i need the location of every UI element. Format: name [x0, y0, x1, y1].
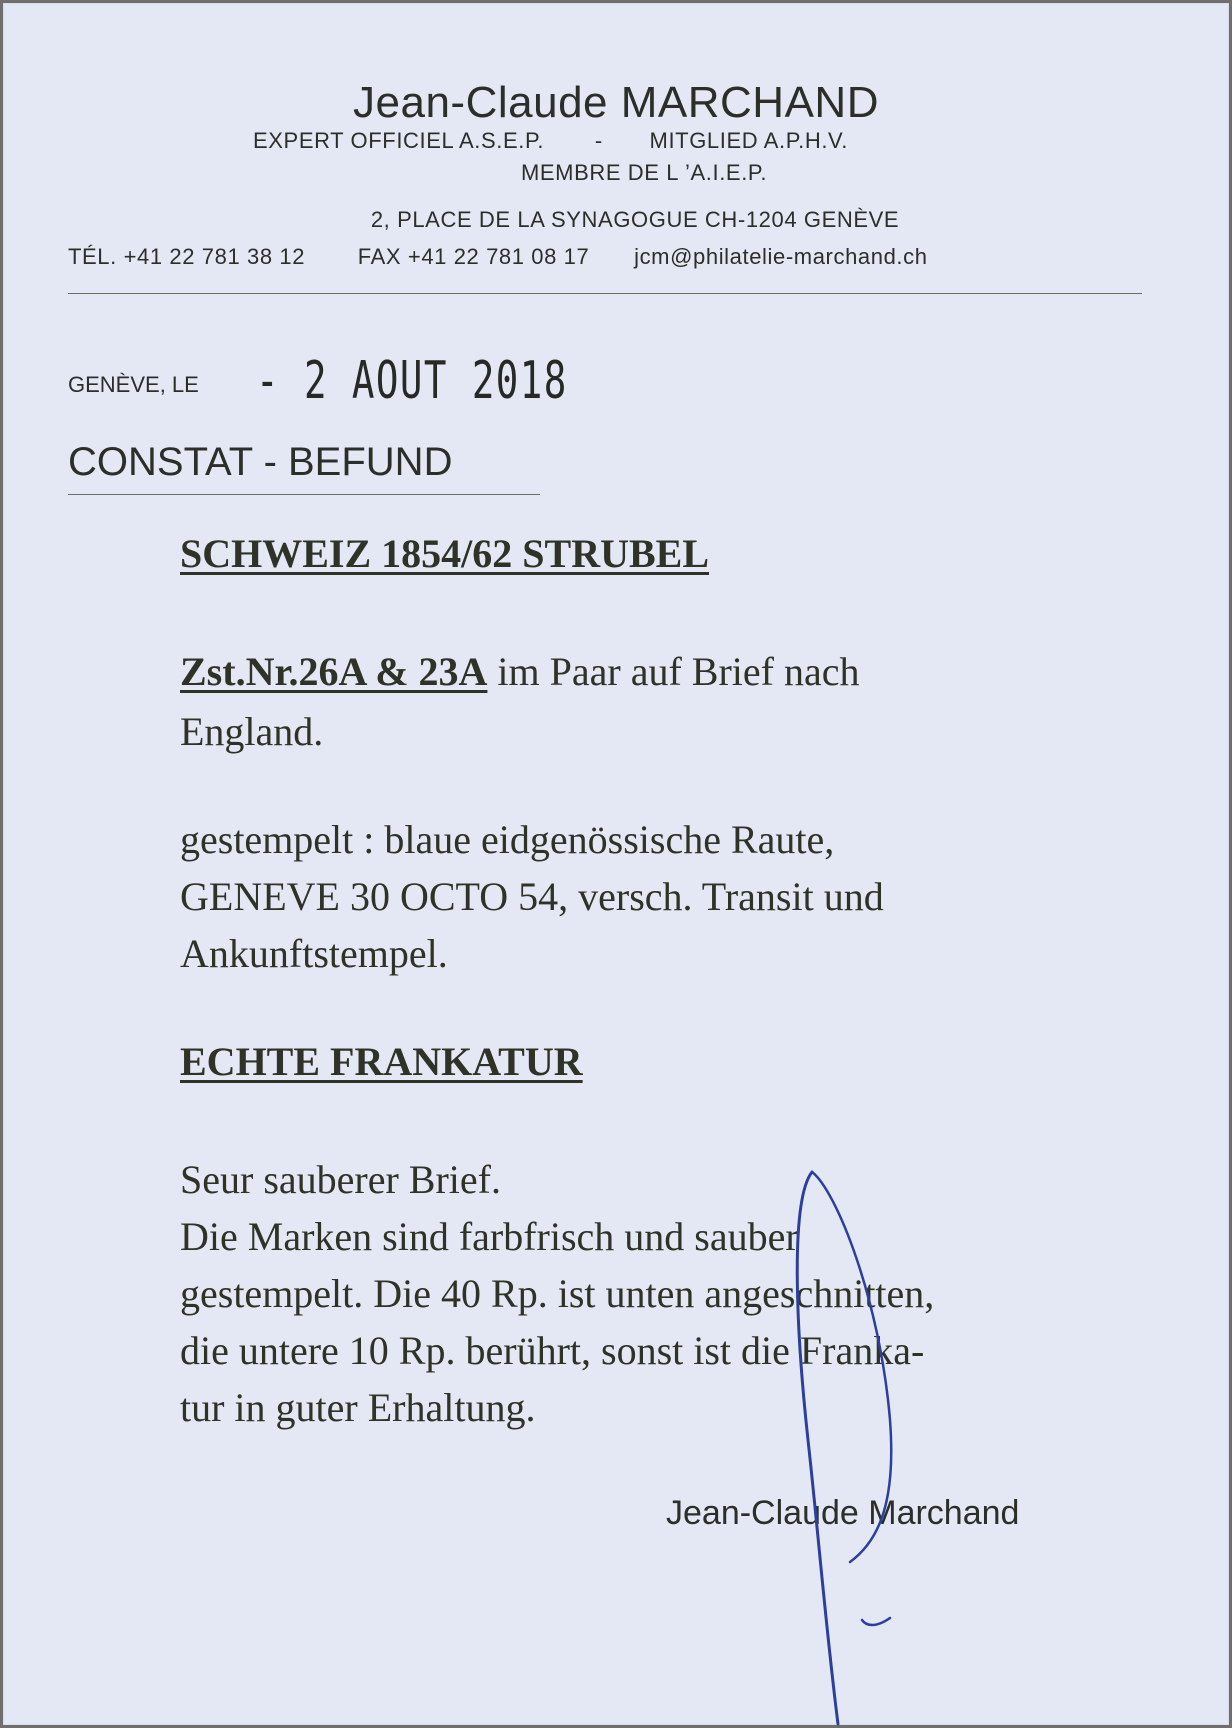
heading-verdict: ECHTE FRANKATUR — [180, 1039, 583, 1084]
para-condition-line5: tur in guter Erhaltung. — [180, 1385, 536, 1430]
signature-stroke — [797, 1172, 838, 1724]
para-item-rest: im Paar auf Brief nach — [487, 649, 860, 694]
contact-email: jcm@philatelie-marchand.ch — [634, 244, 928, 269]
para-cancel-line1: gestempelt : blaue eidgenössische Raute, — [180, 817, 835, 862]
signatory-name: Jean-Claude Marchand — [666, 1494, 1020, 1532]
para-cancel-line3: Ankunftstempel. — [180, 931, 448, 976]
para-condition-line3: gestempelt. Die 40 Rp. ist unten angeschnitten, — [180, 1271, 935, 1316]
credential-separator: - — [594, 128, 603, 153]
heading-stamp-issue: SCHWEIZ 1854/62 STRUBEL — [180, 531, 710, 576]
credential-asep: EXPERT OFFICIEL A.S.E.P. — [253, 128, 545, 153]
para-item-line2: England. — [180, 709, 324, 754]
expert-address: 2, PLACE DE LA SYNAGOGUE CH-1204 GENÈVE — [370, 207, 900, 232]
expert-name: Jean-Claude MARCHAND — [353, 78, 879, 127]
document-title: CONSTAT - BEFUND — [68, 440, 453, 484]
para-condition-line1: Seur sauberer Brief. — [180, 1157, 501, 1202]
para-cancel-line2: GENEVE 30 OCTO 54, versch. Transit und — [180, 874, 884, 919]
signature-loop — [812, 1172, 891, 1562]
signature-tick — [862, 1618, 890, 1625]
para-condition-line2: Die Marken sind farbfrisch und sauber — [180, 1214, 799, 1259]
para-condition-line4: die untere 10 Rp. berührt, sonst ist die Franka- — [180, 1328, 925, 1373]
contact-tel: TÉL. +41 22 781 38 12 — [68, 244, 306, 269]
date-stamp: - 2 AOUT 2018 — [256, 351, 568, 411]
contact-fax: FAX +41 22 781 08 17 — [357, 244, 590, 269]
expert-membership: MEMBRE DE L ’A.I.E.P. — [520, 160, 768, 185]
credential-aphv: MITGLIED A.P.H.V. — [649, 128, 849, 153]
dateline-place: GENÈVE, LE — [68, 372, 199, 397]
catalog-number: Zst.Nr.26A & 23A — [180, 649, 488, 694]
